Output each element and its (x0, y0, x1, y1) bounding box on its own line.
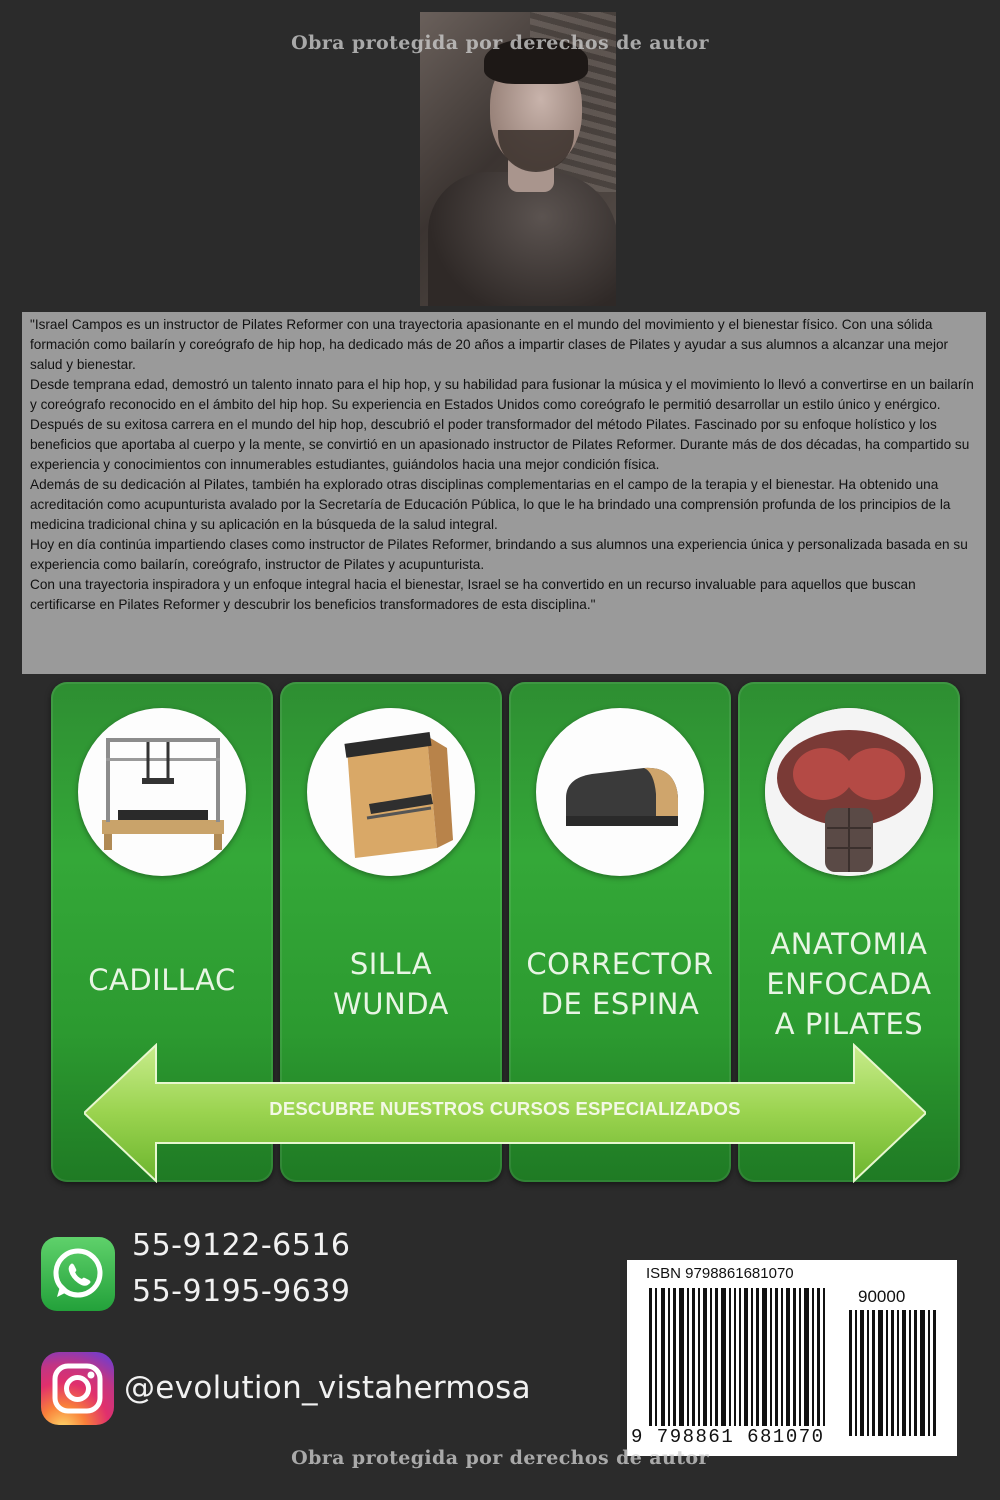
course-title-line: A PILATES (774, 1007, 924, 1041)
author-biography (22, 312, 986, 674)
wunda-chair-image (307, 708, 475, 876)
watermark-bottom: Obra protegida por derechos de autor (291, 1447, 709, 1469)
whatsapp-icon (41, 1237, 115, 1311)
price-code: 90000 (858, 1287, 906, 1306)
watermark-top: Obra protegida por derechos de autor (291, 32, 709, 54)
course-title-line: WUNDA (333, 987, 449, 1021)
barcode-bars (639, 1288, 839, 1438)
cadillac-equipment-image (78, 708, 246, 876)
course-title-line: ENFOCADA (766, 967, 932, 1001)
isbn-barcode (627, 1260, 957, 1456)
bio-paragraph: "Israel Campos es un instructor de Pilates Reformer con una trayectoria apasionante en el mundo del movimiento y el bienestar físico. Con una sólida formación como bailarín y coreógrafo de hip hop, ha dedicado más de 20 años a impartir clases de Pilates y ayudar a sus alumnos a alcanzar una mejor salud y bienestar. (30, 317, 949, 372)
isbn-digits: 9 798861 681070 (631, 1426, 841, 1448)
bio-paragraph: Hoy en día continúa impartiendo clases como instructor de Pilates Reformer, brindando a sus alumnos una experiencia única y personalizada basada en su experiencia como bailarín, coreógrafo, instructor de Pilates y acupunturista. (30, 537, 968, 572)
price-barcode-bars (847, 1310, 947, 1436)
banner-label: DESCUBRE NUESTROS CURSOS ESPECIALIZADOS (269, 1098, 741, 1119)
bio-paragraph: Con una trayectoria inspiradora y un enfoque integral hacia el bienestar, Israel se ha convertido en un recurso invaluable para aquellos que buscan certificarse en Pilates Reformer y descubrir los beneficios transformadores de esta disciplina." (30, 577, 916, 612)
bio-paragraph: Después de su exitosa carrera en el mundo del hip hop, descubrió el poder transformador del método Pilates. Fascinado por su enfoque holístico y los beneficios que aportaba al cuerpo y la mente, se convirtió en un apasionado instructor de Pilates Reformer. Durante más de dos décadas, ha compartido su experiencia y conocimientos con innumerables estudiantes, guiándolos hacia una mejor condición física. (30, 417, 970, 472)
course-title-line: CADILLAC (88, 963, 236, 997)
course-title-line: ANATOMIA (770, 927, 928, 961)
isbn-label: ISBN 9798861681070 (646, 1265, 794, 1282)
bio-paragraph: Desde temprana edad, demostró un talento innato para el hip hop, y su habilidad para fusionar la música y el movimiento lo llevó a convertirse en un bailarín y coreógrafo reconocido en el ámbito del hip hop. Su experiencia en Estados Unidos como coreógrafo le permitió desarrollar un estilo único y enérgico. (30, 377, 974, 412)
bio-paragraph: Además de su dedicación al Pilates, también ha explorado otras disciplinas complementarias en el campo de la terapia y el bienestar. Ha obtenido una acreditación como acupunturista avalado por la Secretaría de Educación Pública, lo que le ha brindado una comprensión profunda de los principios de la medicina tradicional china y su aplicación en la búsqueda de la salud integral. (30, 477, 951, 532)
instagram-icon (41, 1352, 114, 1425)
author-photo (420, 12, 616, 306)
spine-corrector-image (536, 708, 704, 876)
anatomy-muscles-image (765, 708, 933, 876)
course-title-line: DE ESPINA (540, 987, 700, 1021)
phone-number-2: 55-9195-9639 (132, 1274, 351, 1309)
phone-number-1: 55-9122-6516 (132, 1228, 351, 1263)
instagram-handle: @evolution_vistahermosa (124, 1370, 531, 1406)
course-title-line: CORRECTOR (526, 947, 714, 981)
course-title-line: SILLA (349, 947, 433, 981)
